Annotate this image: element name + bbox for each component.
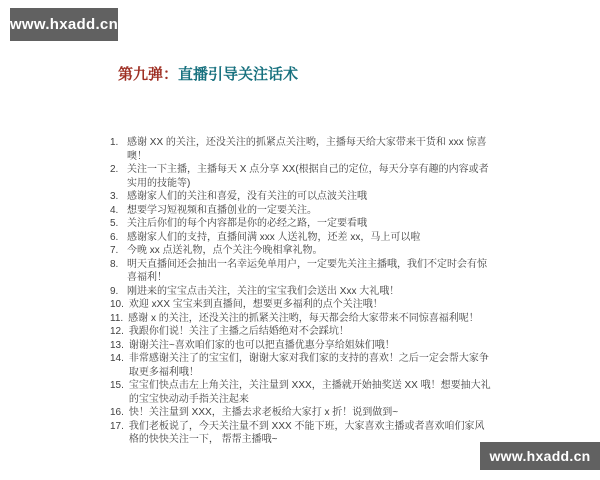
list-item [110,325,494,339]
list-item [110,136,494,163]
title-prefix: 第九弹： [118,66,179,83]
list-item-number: 7. [110,245,119,256]
list-item-number: 10. [110,299,124,310]
list-item [110,406,494,420]
list-item-text: 关注后你们的每个内容都是你的必经之路，一定要看哦 [127,218,367,229]
list-item [110,379,494,406]
list-item [110,244,494,258]
list-item-text: 宝宝们快点击左上角关注，关注量到 XXX，主播就开始抽奖送 XX 哦！想要抽大礼的宝宝快动动手指关注起来 [128,380,491,405]
talk-list [110,136,494,447]
list-item [110,312,494,326]
list-item-number: 14. [110,353,124,364]
watermark-bottom: www.hxadd.cn [480,442,600,470]
list-item-text: 明天直播间还会抽出一名幸运免单用户，一定要先关注主播哦，我们不定时会有惊喜福利！ [127,258,487,283]
list-item [110,339,494,353]
watermark-top: www.hxadd.cn [10,8,118,41]
list-item-text: 今晚 xx 点送礼物，点个关注今晚相拿礼物。 [127,245,323,256]
page-title [118,64,298,86]
list-item-number: 11. [110,312,124,324]
list-item-text: 感谢家人们的支持，直播间满 xxx 人送礼物，还差 xx，马上可以啦 [127,231,421,243]
list-item-text: 想要学习短视频和直播创业的一定要关注。 [127,204,317,216]
list-item-number: 9. [110,285,119,297]
list-item [110,352,494,379]
list-item-text: 我跟你们说！关注了主播之后结婚绝对不会踩坑！ [128,326,349,337]
title-main: 直播引导关注话术 [178,66,299,83]
list-item-number: 1. [110,137,119,148]
list-item-number: 13. [110,339,124,351]
list-item-number: 17. [110,420,124,432]
list-item-number: 4. [110,204,119,216]
list-item [110,298,494,312]
list-item-number: 6. [110,231,119,243]
list-item-text: 感谢家人们的关注和喜爱，没有关注的可以点波关注哦 [127,191,367,202]
list-item-text: 快！关注量到 XXX，主播去求老板给大家打 x 折！说到做到~ [128,407,399,418]
list-item-number: 3. [110,191,119,202]
list-item-text: 我们老板说了，今天关注量不到 XXX 不能下班，大家喜欢主播或者喜欢咱们家风格的快快关注一下， 帮帮主播哦~ [128,420,485,445]
list-item-number: 15. [110,380,124,391]
list-item [110,217,494,231]
list-item-number: 16. [110,407,124,418]
list-item-text: 谢谢关注~喜欢咱们家的也可以把直播优惠分享给姐妹们哦！ [128,339,395,351]
list-item-number: 12. [110,326,124,337]
list-item-number: 8. [110,258,119,270]
list-item-number: 5. [110,218,119,229]
list-item [110,190,494,204]
list-item [110,163,494,190]
list-item-text: 关注一下主播，主播每天 X 点分享 XX(根据自己的定位，每天分享有趣的内容或者实用的技能等) [127,164,489,189]
list-item [110,231,494,245]
list-item-text: 感谢 XX 的关注，还没关注的抓紧点关注哟，主播每天给大家带来干货和 xxx 惊喜噢！ [127,137,487,162]
list-item-text: 非常感谢关注了的宝宝们，谢谢大家对我们家的支持的喜欢！之后一定会帮大家争取更多福利哦！ [128,353,489,378]
list-item-text: 感谢 x 的关注，还没关注的抓紧关注哟，每天都会给大家带来不同惊喜福利呢！ [128,312,479,324]
list-item-text: 刚进来的宝宝点击关注，关注的宝宝我们会送出 Xxx 大礼哦！ [127,285,400,297]
list-item [110,285,494,299]
list-item-text: 欢迎 xXX 宝宝来到直播间，想要更多福利的点个关注哦！ [128,299,383,310]
list-item [110,258,494,285]
list-item [110,420,494,447]
list-item-number: 2. [110,164,119,175]
list-item [110,204,494,218]
